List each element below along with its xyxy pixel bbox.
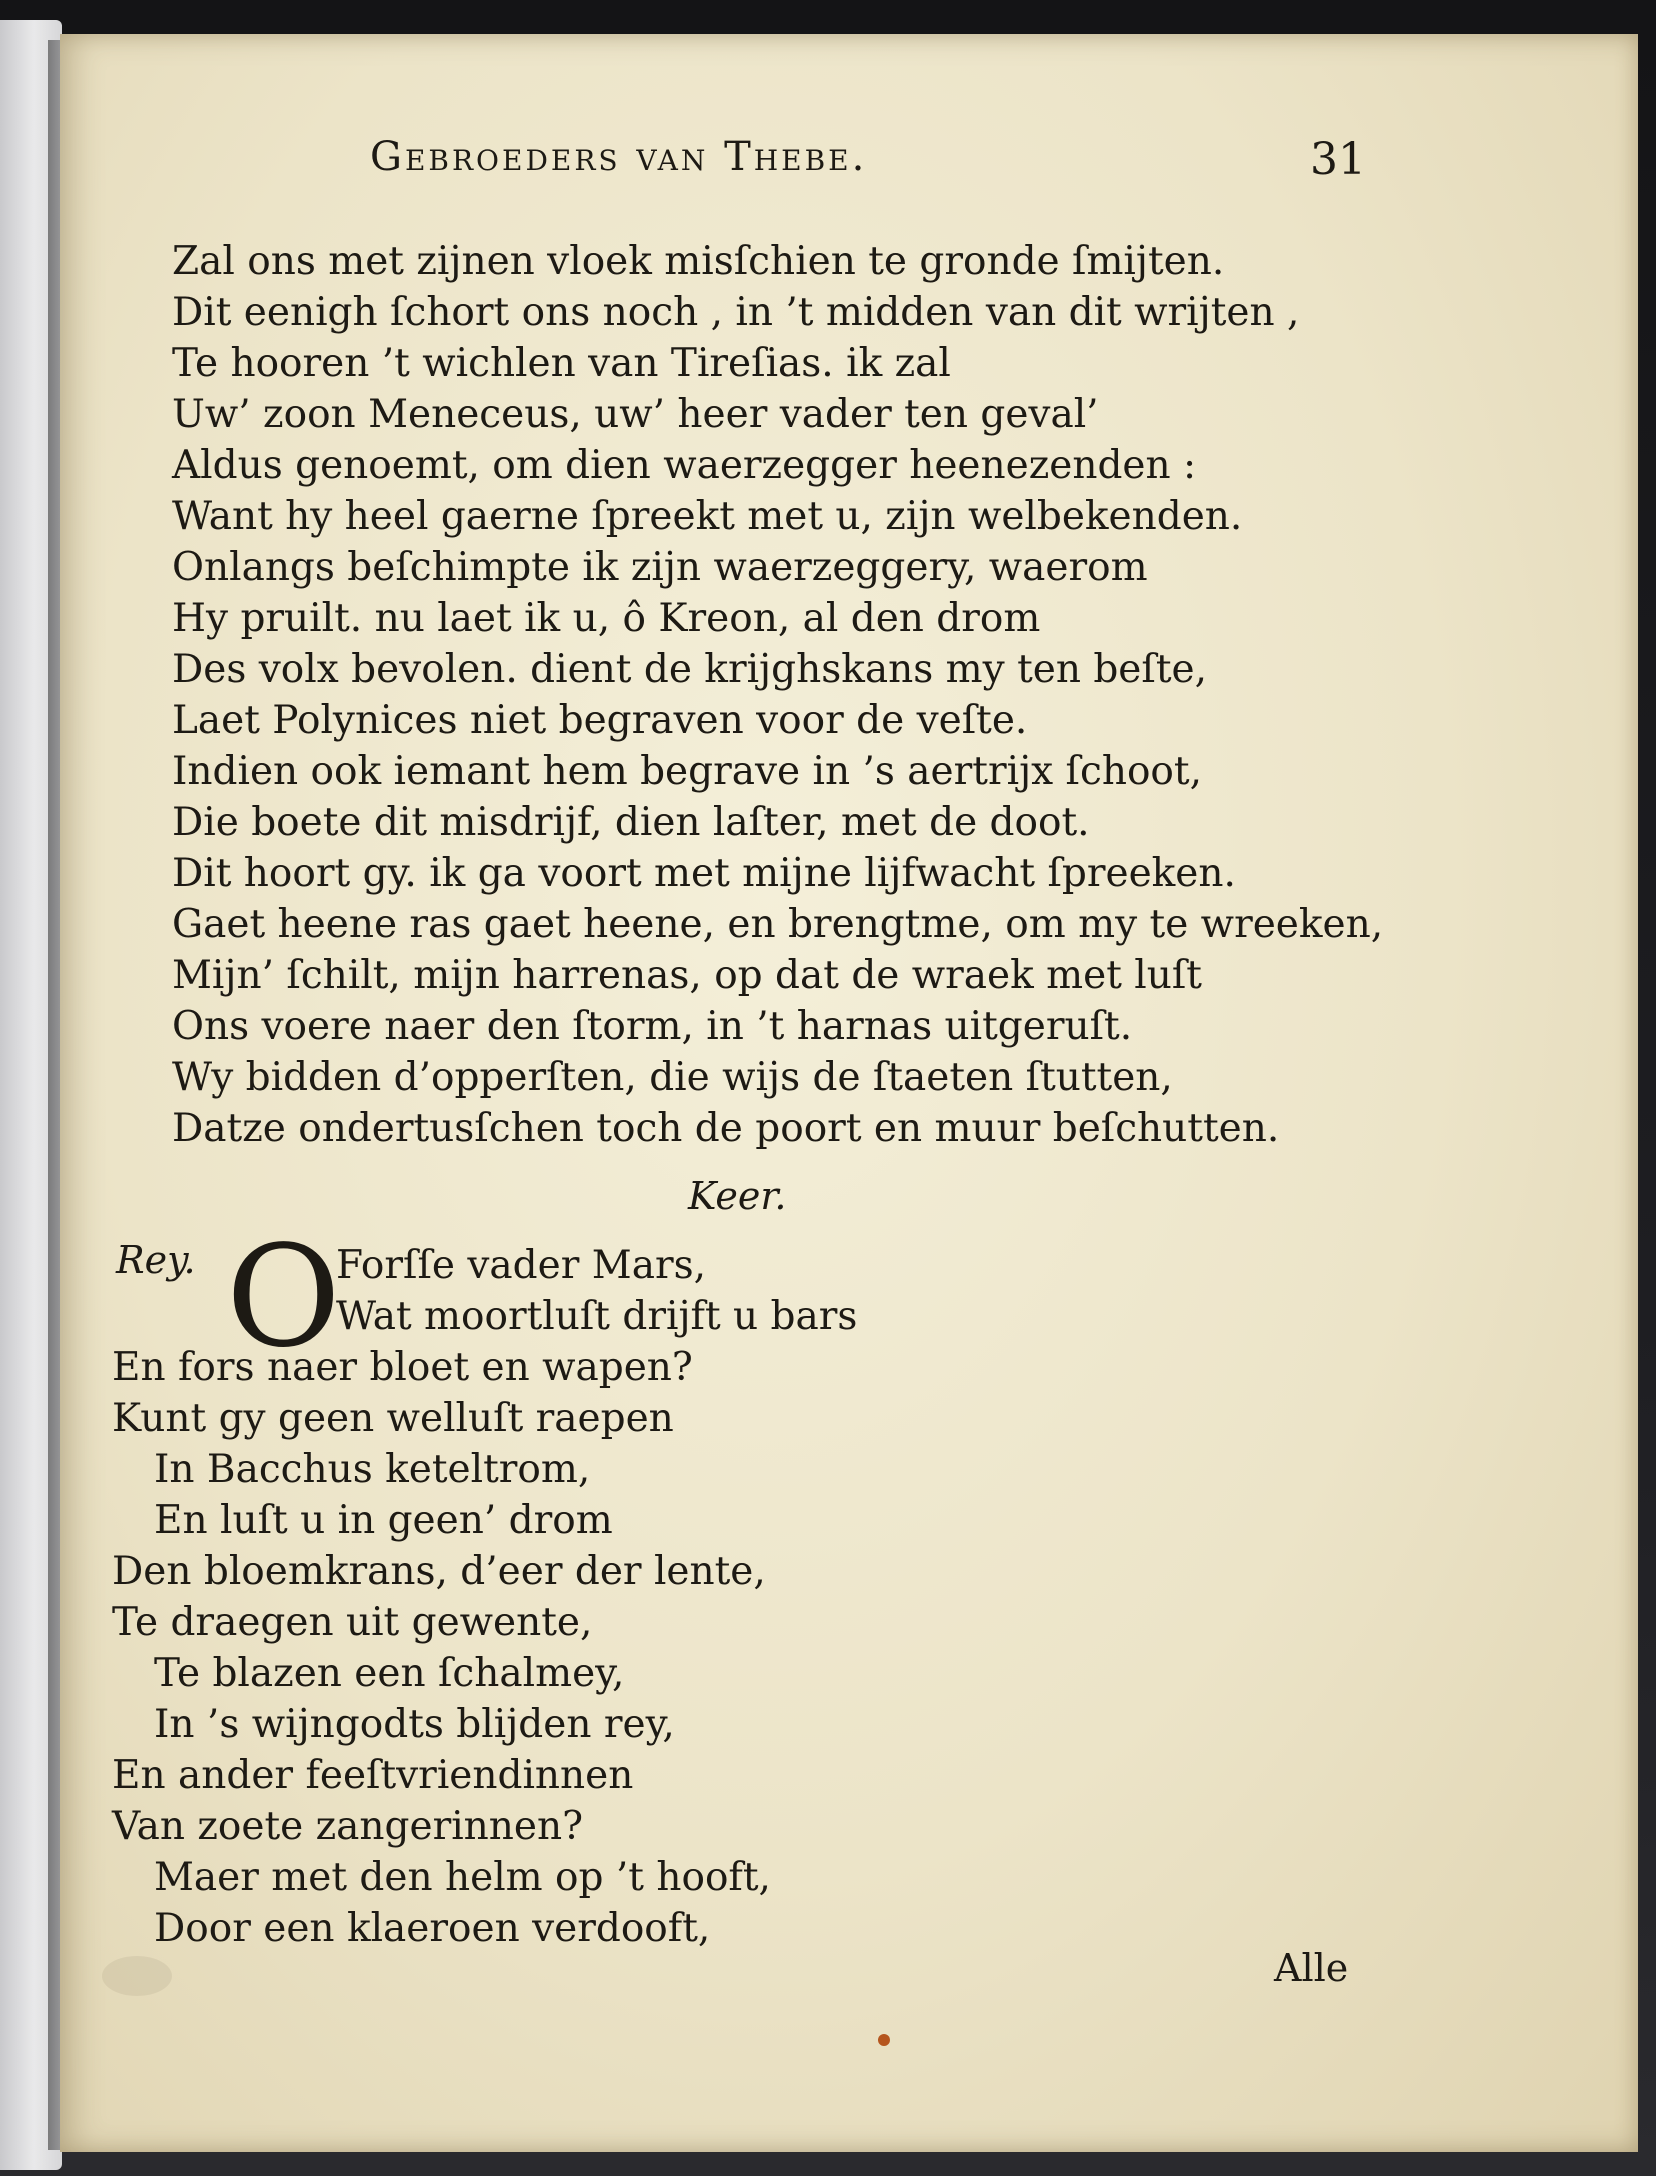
verse-line: Maer met den helm op ’t hooft, [154,1855,771,1900]
verse-line: Te draegen uit gewente, [112,1600,593,1645]
speech-verse [172,236,1383,1154]
verse-line: Te hooren ’t wichlen van Tireſias. ik zal [172,341,951,386]
verse-line: Zal ons met zijnen vloek misſchien te gronde ſmijten. [172,239,1225,284]
verse-line: Uw’ zoon Meneceus, uw’ heer vader ten geval’ [172,392,1099,437]
catchword: Alle [1274,1946,1349,1990]
verse-line: In Bacchus keteltrom, [154,1447,591,1492]
book-page [60,34,1638,2152]
section-title: Keer. [688,1174,787,1218]
page-number: 31 [1310,134,1366,185]
verse-line: Ons voere naer den ſtorm, in ’t harnas uitgeruſt. [172,1004,1133,1049]
verse-line: Dit eenigh ſchort ons noch , in ’t midden van dit wrijten , [172,290,1300,335]
verse-line: Des volx bevolen. dient de krijghskans my ten beſte, [172,647,1207,692]
verse-line: Van zoete zangerinnen? [112,1804,584,1849]
verse-line: Dit hoort gy. ik ga voort met mijne lijfwacht ſpreeken. [172,851,1236,896]
verse-line: Mijn’ ſchilt, mijn harrenas, op dat de wraek met luſt [172,953,1202,998]
verse-line: En ander feeſtvriendinnen [112,1753,634,1798]
chorus-opening [336,1240,857,1342]
verse-line: Hy pruilt. nu laet ik u, ô Kreon, al den drom [172,596,1041,641]
verse-line: Die boete dit misdrijf, dien laſter, met de doot. [172,800,1090,845]
foxing-stain [102,1956,172,1996]
verse-line: Kunt gy geen welluſt raepen [112,1396,674,1441]
speaker-label: Rey. [116,1238,196,1282]
verse-line: Forſſe vader Mars, [336,1243,707,1288]
verse-line: Gaet heene ras gaet heene, en brengtme, om my te wreeken, [172,902,1384,947]
verse-line: Den bloemkrans, d’eer der lente, [112,1549,766,1594]
verse-line: En luſt u in geen’ drom [154,1498,613,1543]
verse-line: Onlangs beſchimpte ik zijn waerzeggery, waerom [172,545,1148,590]
verse-line: En fors naer bloet en wapen? [112,1345,693,1390]
verse-line: Te blazen een ſchalmey, [154,1651,625,1696]
verse-line: Want hy heel gaerne ſpreekt met u, zijn welbekenden. [172,494,1243,539]
drop-initial: O [226,1216,341,1379]
verse-line: Door een klaeroen verdooft, [154,1906,711,1951]
chorus-verse [112,1342,771,1954]
verse-line: In ’s wijngodts blijden rey, [154,1702,675,1747]
verse-line: Indien ook iemant hem begrave in ’s aertrijx ſchoot, [172,749,1202,794]
verse-line: Wy bidden d’opperſten, die wijs de ſtaeten ſtutten, [172,1055,1173,1100]
verse-line: Aldus genoemt, om dien waerzegger heenezenden : [172,443,1197,488]
ink-spot [878,2034,890,2046]
verse-line: Wat moortluſt drijft u bars [336,1294,858,1339]
verse-line: Laet Polynices niet begraven voor de veſte. [172,698,1028,743]
running-head: Gebroeders van Thebe. [370,134,868,180]
verse-line: Datze ondertusſchen toch de poort en muur beſchutten. [172,1106,1280,1151]
